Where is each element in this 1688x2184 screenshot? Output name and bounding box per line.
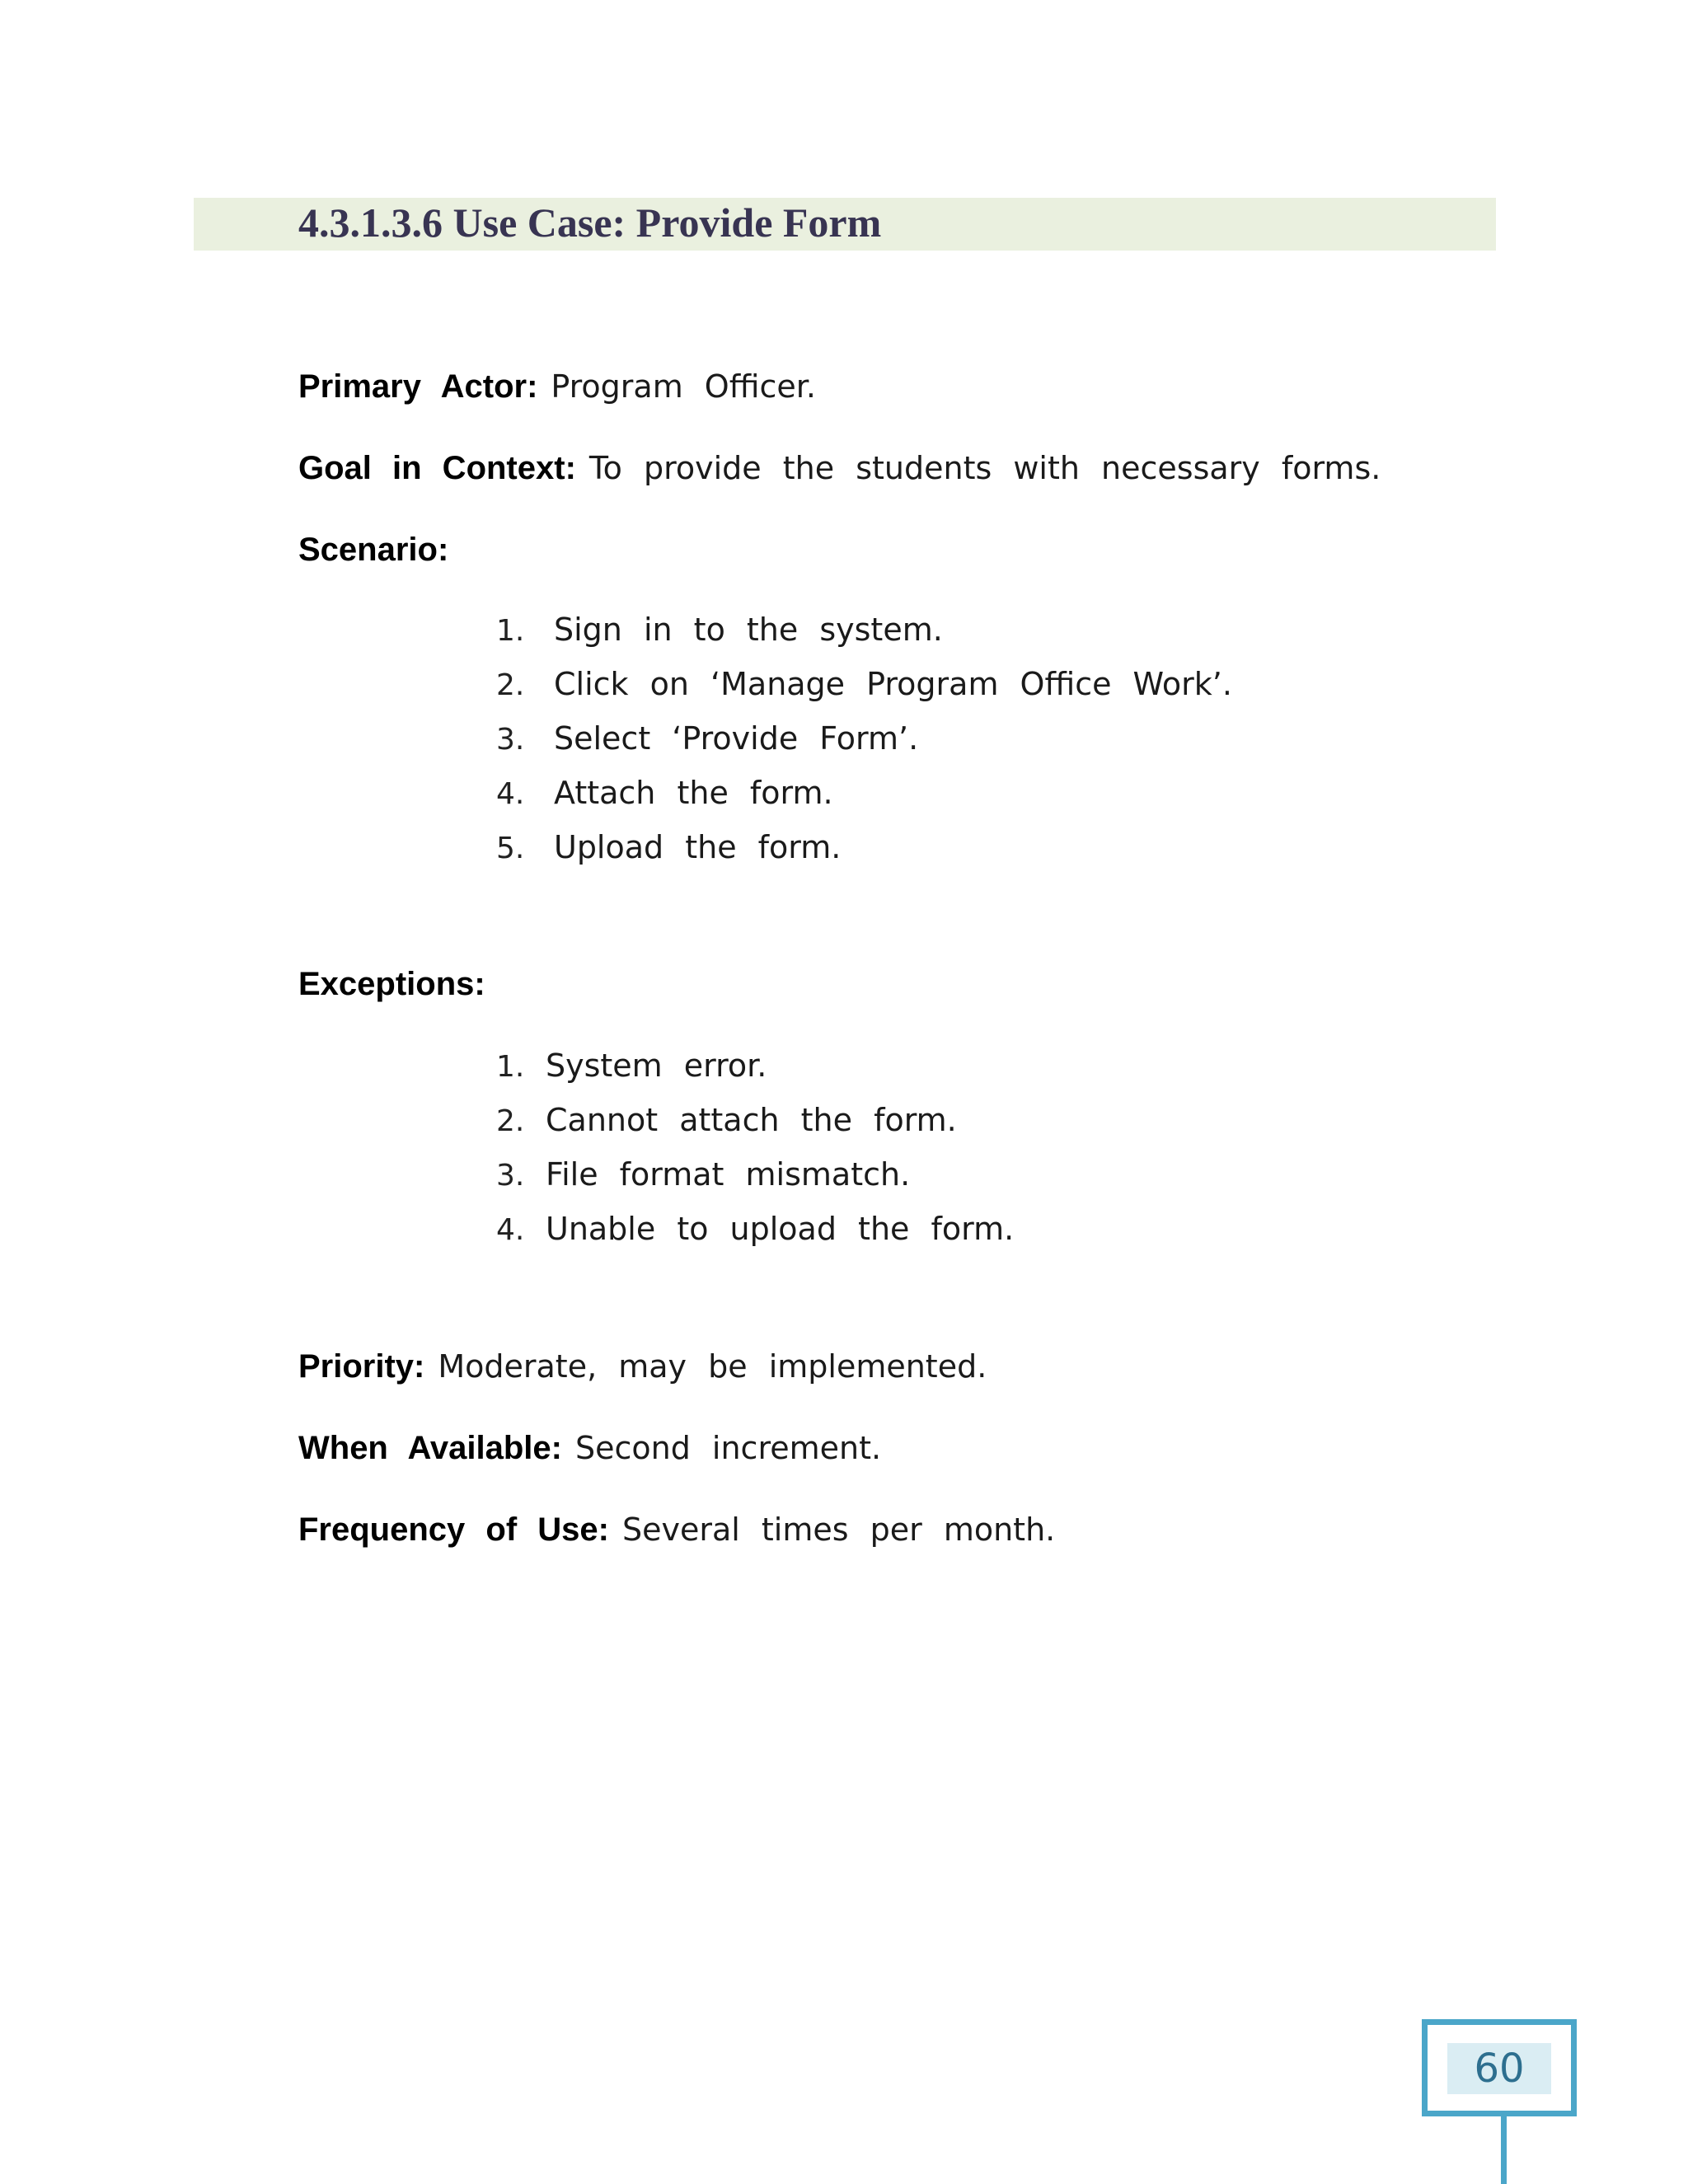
list-item xyxy=(496,1043,1014,1097)
page-number-stem xyxy=(1501,2115,1507,2184)
page-number-background xyxy=(1447,2043,1551,2094)
primary-actor-row xyxy=(298,363,816,410)
step-number: 4. xyxy=(496,777,525,811)
exceptions-label: Exceptions: xyxy=(298,966,485,1002)
exception-number: 2. xyxy=(496,1104,525,1138)
goal-row xyxy=(298,445,1381,491)
exception-text: Unable to upload the form. xyxy=(546,1211,1015,1247)
exception-number: 4. xyxy=(496,1213,525,1247)
step-number: 1. xyxy=(496,614,525,648)
scenario-steps xyxy=(496,607,1232,879)
step-text: Sign in to the system. xyxy=(554,612,943,648)
step-text: Click on ‘Manage Program Office Work’. xyxy=(554,666,1232,702)
when-available-label: When Available: xyxy=(298,1430,562,1466)
exception-number: 1. xyxy=(496,1050,525,1084)
exception-text: Cannot attach the form. xyxy=(546,1102,957,1138)
goal-label: Goal in Context: xyxy=(298,450,576,486)
when-available-row xyxy=(298,1425,881,1471)
list-item xyxy=(496,715,1232,770)
frequency-label: Frequency of Use: xyxy=(298,1511,609,1548)
step-number: 5. xyxy=(496,832,525,865)
step-number: 3. xyxy=(496,723,525,757)
list-item xyxy=(496,661,1232,715)
page-number: 60 xyxy=(1474,2046,1525,2092)
priority-row xyxy=(298,1343,987,1390)
step-text: Attach the form. xyxy=(554,775,833,811)
exceptions-list xyxy=(496,1043,1014,1260)
primary-actor-value: Program Officer. xyxy=(551,368,816,405)
step-number: 2. xyxy=(496,668,525,702)
exceptions-heading xyxy=(298,961,499,1007)
frequency-value: Several times per month. xyxy=(621,1511,1056,1548)
scenario-label: Scenario: xyxy=(298,532,449,568)
section-heading: 4.3.1.3.6 Use Case: Provide Form xyxy=(298,199,882,246)
step-text: Select ‘Provide Form’. xyxy=(554,720,919,757)
list-item xyxy=(496,770,1232,824)
page-number-box xyxy=(1422,2019,1577,2116)
primary-actor-label: Primary Actor: xyxy=(298,368,538,405)
exception-text: File format mismatch. xyxy=(546,1156,911,1193)
list-item xyxy=(496,607,1232,661)
exception-number: 3. xyxy=(496,1159,525,1193)
list-item xyxy=(496,1097,1014,1151)
step-text: Upload the form. xyxy=(554,829,842,865)
goal-value: To provide the students with necessary forms. xyxy=(588,450,1381,486)
frequency-row xyxy=(298,1507,1055,1553)
when-available-value: Second increment. xyxy=(574,1430,882,1466)
priority-value: Moderate, may be implemented. xyxy=(438,1348,987,1385)
list-item xyxy=(496,1151,1014,1206)
priority-label: Priority: xyxy=(298,1348,425,1385)
list-item xyxy=(496,1206,1014,1260)
scenario-heading xyxy=(298,527,462,573)
list-item xyxy=(496,824,1232,879)
exception-text: System error. xyxy=(546,1047,767,1084)
